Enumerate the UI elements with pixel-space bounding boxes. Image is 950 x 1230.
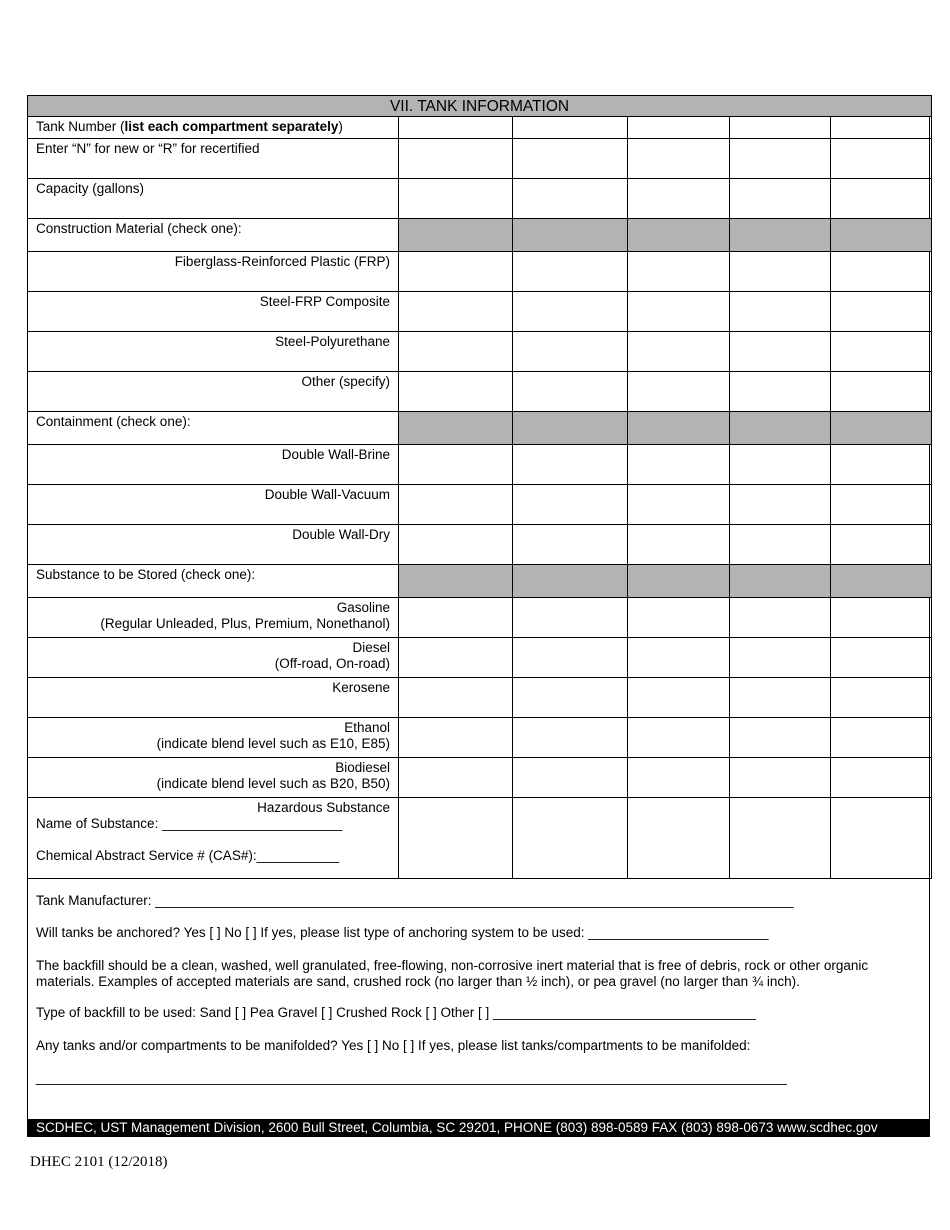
diesel-cell-3[interactable] — [628, 638, 730, 678]
row-containment-header — [28, 412, 932, 445]
label-capacity: Capacity (gallons) — [36, 181, 145, 196]
dw-dry-cell-4[interactable] — [730, 525, 831, 565]
capacity-cell-2[interactable] — [513, 179, 628, 219]
dw-brine-cell-3[interactable] — [628, 445, 730, 485]
name-of-substance-field[interactable]: Name of Substance: ________________________ — [36, 816, 343, 831]
steel-frp-cell-4[interactable] — [730, 292, 831, 332]
backfill-note: The backfill should be a clean, washed, well granulated, free-flowing, non-corrosive inert material that is free of debris, rock or other organic materials. Examples of accepted materials are sand, crushed rock (no larger than ½ inch), or pea gravel (no larger than ¾ inch). — [36, 958, 869, 989]
hazardous-cell-5[interactable] — [831, 798, 932, 879]
row-other-specify — [28, 372, 932, 412]
gasoline-cell-4[interactable] — [730, 598, 831, 638]
row-construction-header — [28, 219, 932, 252]
tank-number-cell-5[interactable] — [831, 117, 932, 139]
new-recertified-cell-4[interactable] — [730, 139, 831, 179]
row-dw-vacuum — [28, 485, 932, 525]
ethanol-cell-5[interactable] — [831, 718, 932, 758]
biodiesel-cell-3[interactable] — [628, 758, 730, 798]
hazardous-cell-4[interactable] — [730, 798, 831, 879]
biodiesel-cell-4[interactable] — [730, 758, 831, 798]
frp-cell-4[interactable] — [730, 252, 831, 292]
dw-vacuum-cell-4[interactable] — [730, 485, 831, 525]
diesel-cell-1[interactable] — [399, 638, 513, 678]
row-new-recertified — [28, 139, 932, 179]
kerosene-cell-2[interactable] — [513, 678, 628, 718]
label-new-recertified: Enter “N” for new or “R” for recertified — [36, 141, 260, 156]
capacity-cell-4[interactable] — [730, 179, 831, 219]
ethanol-cell-2[interactable] — [513, 718, 628, 758]
tank-manufacturer-field[interactable]: Tank Manufacturer: _____________________________________________________________________________________ — [36, 893, 794, 908]
ethanol-cell-1[interactable] — [399, 718, 513, 758]
capacity-cell-5[interactable] — [831, 179, 932, 219]
biodiesel-cell-1[interactable] — [399, 758, 513, 798]
steel-poly-cell-2[interactable] — [513, 332, 628, 372]
frp-cell-3[interactable] — [628, 252, 730, 292]
label-containment-header: Containment (check one): — [36, 414, 191, 429]
dw-brine-cell-5[interactable] — [831, 445, 932, 485]
frp-cell-1[interactable] — [399, 252, 513, 292]
agency-footer: SCDHEC, UST Management Division, 2600 Bull Street, Columbia, SC 29201, PHONE (803) 898-0589 FAX (803) 898-0673 www.scdhec.gov — [28, 1119, 930, 1137]
frp-cell-2[interactable] — [513, 252, 628, 292]
label-dw-brine: Double Wall-Brine — [281, 447, 390, 462]
new-recertified-cell-2[interactable] — [513, 139, 628, 179]
other-specify-cell-3[interactable] — [628, 372, 730, 412]
dw-vacuum-cell-5[interactable] — [831, 485, 932, 525]
label-dw-vacuum: Double Wall-Vacuum — [264, 487, 390, 502]
label-frp: Fiberglass-Reinforced Plastic (FRP) — [174, 254, 390, 269]
steel-poly-cell-3[interactable] — [628, 332, 730, 372]
dw-brine-cell-4[interactable] — [730, 445, 831, 485]
hazardous-cell-2[interactable] — [513, 798, 628, 879]
row-substance-header — [28, 565, 932, 598]
label-substance-header: Substance to be Stored (check one): — [36, 567, 256, 582]
dw-brine-cell-1[interactable] — [399, 445, 513, 485]
tank-number-cell-4[interactable] — [730, 117, 831, 139]
steel-frp-cell-1[interactable] — [399, 292, 513, 332]
capacity-cell-1[interactable] — [399, 179, 513, 219]
row-steel-poly — [28, 332, 932, 372]
biodiesel-cell-5[interactable] — [831, 758, 932, 798]
row-steel-frp — [28, 292, 932, 332]
gasoline-cell-2[interactable] — [513, 598, 628, 638]
row-hazardous — [28, 798, 932, 879]
tank-number-cell-1[interactable] — [399, 117, 513, 139]
label-steel-frp: Steel-FRP Composite — [259, 294, 390, 309]
ethanol-cell-3[interactable] — [628, 718, 730, 758]
kerosene-cell-3[interactable] — [628, 678, 730, 718]
row-gasoline — [28, 598, 932, 638]
label-construction-header: Construction Material (check one): — [36, 221, 242, 236]
row-biodiesel — [28, 758, 932, 798]
steel-frp-cell-3[interactable] — [628, 292, 730, 332]
steel-frp-cell-5[interactable] — [831, 292, 932, 332]
dw-dry-cell-1[interactable] — [399, 525, 513, 565]
diesel-cell-4[interactable] — [730, 638, 831, 678]
steel-frp-cell-2[interactable] — [513, 292, 628, 332]
new-recertified-cell-1[interactable] — [399, 139, 513, 179]
label-hazardous: Hazardous Substance Name of Substance: ________________________ Chemical Abstract Service # (CAS#):___________ — [36, 800, 390, 863]
backfill-type-question[interactable]: Type of backfill to be used: Sand [ ] Pea Gravel [ ] Crushed Rock [ ] Other [ ] ___________________________________ — [36, 1005, 756, 1020]
new-recertified-cell-3[interactable] — [628, 139, 730, 179]
manifolded-question[interactable]: Any tanks and/or compartments to be manifolded? Yes [ ] No [ ] If yes, please list tanks/compartments to be manifolded: — [36, 1038, 751, 1053]
row-dw-dry — [28, 525, 932, 565]
label-diesel: Diesel (Off-road, On-road) — [274, 640, 390, 671]
row-tank-number — [28, 117, 932, 139]
label-tank-number: Tank Number (list each compartment separately) — [36, 119, 343, 134]
cas-number-field[interactable]: Chemical Abstract Service # (CAS#):___________ — [36, 848, 340, 863]
label-gasoline: Gasoline (Regular Unleaded, Plus, Premium, Nonethanol) — [100, 600, 390, 631]
steel-poly-cell-5[interactable] — [831, 332, 932, 372]
label-dw-dry: Double Wall-Dry — [292, 527, 390, 542]
label-ethanol: Ethanol (indicate blend level such as E10, E85) — [156, 720, 390, 751]
hazardous-cell-1[interactable] — [399, 798, 513, 879]
label-steel-poly: Steel-Polyurethane — [275, 334, 390, 349]
dw-vacuum-cell-3[interactable] — [628, 485, 730, 525]
dw-vacuum-cell-1[interactable] — [399, 485, 513, 525]
steel-poly-cell-1[interactable] — [399, 332, 513, 372]
hazardous-cell-3[interactable] — [628, 798, 730, 879]
label-other-specify: Other (specify) — [301, 374, 390, 389]
tank-information-table — [27, 95, 932, 879]
tank-number-cell-2[interactable] — [513, 117, 628, 139]
gasoline-cell-3[interactable] — [628, 598, 730, 638]
kerosene-cell-1[interactable] — [399, 678, 513, 718]
diesel-cell-2[interactable] — [513, 638, 628, 678]
diesel-cell-5[interactable] — [831, 638, 932, 678]
anchored-question[interactable]: Will tanks be anchored? Yes [ ] No [ ] If yes, please list type of anchoring system to be used: ________________________ — [36, 925, 769, 940]
section-title: VII. TANK INFORMATION — [28, 96, 932, 117]
tank-number-cell-3[interactable] — [628, 117, 730, 139]
other-specify-cell-2[interactable] — [513, 372, 628, 412]
row-capacity — [28, 179, 932, 219]
label-kerosene: Kerosene — [332, 680, 390, 695]
dw-vacuum-cell-2[interactable] — [513, 485, 628, 525]
dw-dry-cell-5[interactable] — [831, 525, 932, 565]
steel-poly-cell-4[interactable] — [730, 332, 831, 372]
form-id: DHEC 2101 (12/2018) — [30, 1154, 168, 1170]
manifold-list-line[interactable]: ____________________________________________________________________________________________________ — [36, 1070, 787, 1085]
other-specify-cell-1[interactable] — [399, 372, 513, 412]
row-dw-brine — [28, 445, 932, 485]
other-specify-cell-5[interactable] — [831, 372, 932, 412]
dw-dry-cell-3[interactable] — [628, 525, 730, 565]
row-ethanol — [28, 718, 932, 758]
other-specify-cell-4[interactable] — [730, 372, 831, 412]
row-frp — [28, 252, 932, 292]
new-recertified-cell-5[interactable] — [831, 139, 932, 179]
biodiesel-cell-2[interactable] — [513, 758, 628, 798]
row-diesel — [28, 638, 932, 678]
label-biodiesel: Biodiesel (indicate blend level such as B20, B50) — [156, 760, 390, 791]
frp-cell-5[interactable] — [831, 252, 932, 292]
dw-dry-cell-2[interactable] — [513, 525, 628, 565]
ethanol-cell-4[interactable] — [730, 718, 831, 758]
dw-brine-cell-2[interactable] — [513, 445, 628, 485]
gasoline-cell-5[interactable] — [831, 598, 932, 638]
row-kerosene — [28, 678, 932, 718]
gasoline-cell-1[interactable] — [399, 598, 513, 638]
kerosene-cell-4[interactable] — [730, 678, 831, 718]
kerosene-cell-5[interactable] — [831, 678, 932, 718]
capacity-cell-3[interactable] — [628, 179, 730, 219]
